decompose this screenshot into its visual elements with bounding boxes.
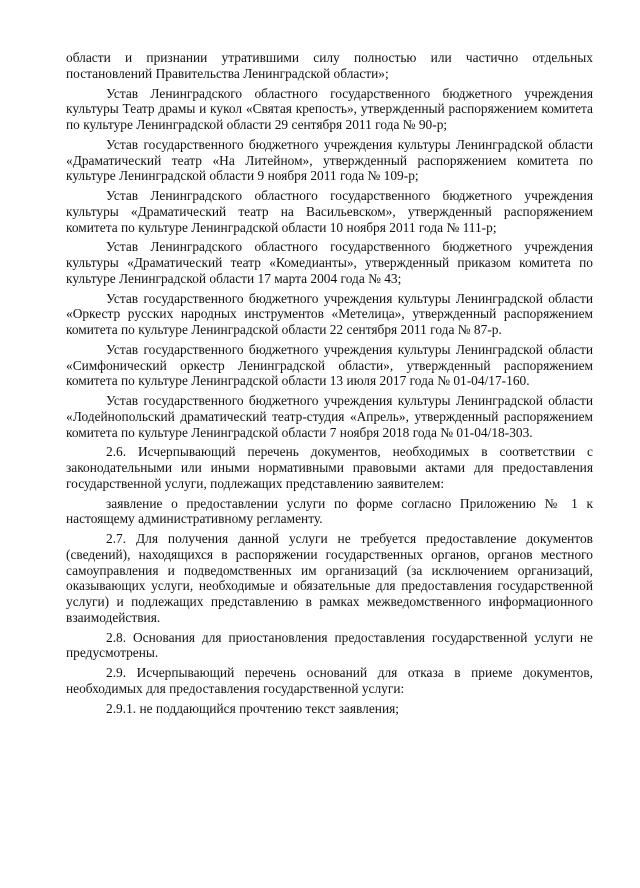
paragraph-charter-na-liteynom: Устав государственного бюджетного учреждения культуры Ленинградской области «Драматический театр «На Литейном», утвержденный распоряжением комитета по культуре Ленинградской области 9 ноября 2011 года № 109-р; — [66, 136, 593, 184]
paragraph-charter-vasilevsky: Устав Ленинградского областного государственного бюджетного учреждения культуры «Драматический театр на Васильевском», утвержденный распоряжением комитета по культуре Ленинградской области 10 ноября 2011 года № 111-р; — [66, 188, 593, 235]
paragraph-2-6: 2.6. Исчерпывающий перечень документов, необходимых в соответствии с законодательными или иными нормативными правовыми актами для предоставления государственной услуги, подлежащих представлению заявителем: — [66, 444, 593, 491]
document-page — [66, 50, 593, 720]
paragraph-charter-aprel: Устав государственного бюджетного учреждения культуры Ленинградской области «Лодейнопольский драматический театр-студия «Апрель», утвержденный распоряжением комитета по культуре Ленинградской области 7 ноября 2018 года № 01-04/18-303. — [66, 393, 593, 440]
paragraph-continuation: области и признании утратившими силу полностью или частично отдельных постановлений Правительства Ленинградской области»; — [66, 50, 593, 81]
paragraph-charter-komedianty: Устав Ленинградского областного государственного бюджетного учреждения культуры «Драматический театр «Комедианты», утвержденный приказом комитета по культуре Ленинградской области 17 марта 2004 года № 43; — [66, 239, 593, 286]
paragraph-charter-holy-fortress: Устав Ленинградского областного государственного бюджетного учреждения культуры Театр драмы и кукол «Святая крепость», утвержденный распоряжением комитета по культуре Ленинградской области 29 сентября 2011 года № 90-р; — [66, 85, 593, 132]
paragraph-charter-symphony: Устав государственного бюджетного учреждения культуры Ленинградской области «Симфонический оркестр Ленинградской области», утвержденный распоряжением комитета по культуре Ленинградской области 13 июля 2017 года № 01-04/17-160. — [66, 341, 593, 389]
paragraph-2-8: 2.8. Основания для приостановления предоставления государственной услуги не предусмотрены. — [66, 629, 593, 661]
paragraph-2-9-1: 2.9.1. не поддающийся прочтению текст заявления; — [106, 700, 399, 716]
paragraph-application-form: заявление о предоставлении услуги по форме согласно Приложению № 1 к настоящему административному регламенту. — [66, 495, 593, 527]
paragraph-2-7: 2.7. Для получения данной услуги не требуется предоставление документов (сведений), находящихся в распоряжении государственных органов, органов местного самоуправления и подведомственных им организаций (за исключением организаций, оказывающих услуги, необходимые и обязательные для предоставления государственной услуги) и подлежащих представлению в рамках межведомственного информационного взаимодействия. — [66, 531, 593, 625]
paragraph-2-9: 2.9. Исчерпывающий перечень оснований для отказа в приеме документов, необходимых для предоставления государственной услуги: — [66, 665, 593, 696]
paragraph-charter-metelitsa: Устав государственного бюджетного учреждения культуры Ленинградской области «Оркестр русских народных инструментов «Метелица», утвержденный распоряжением комитета по культуре Ленинградской области 22 сентября 2011 года № 87-р. — [66, 290, 593, 337]
